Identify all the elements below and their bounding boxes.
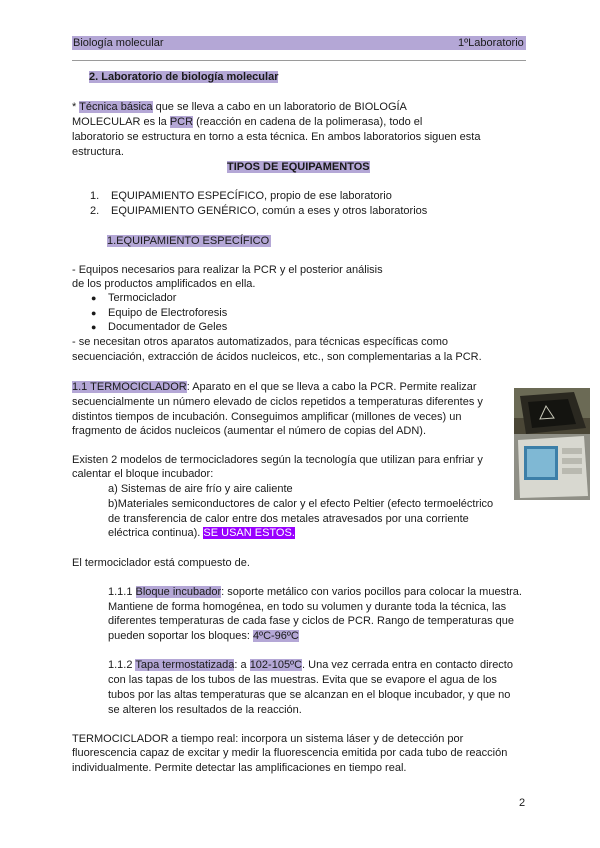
types-list-item <box>90 204 99 219</box>
types-list-item <box>90 189 99 204</box>
block-line-2: Mantiene de forma homogénea, en todo su volumen y durante toda la técnica, las <box>108 601 507 613</box>
highlight-pcr: PCR <box>169 116 194 128</box>
types-heading-text: TIPOS DE EQUIPAMENTOS <box>227 161 370 173</box>
page-number: 2 <box>519 797 526 809</box>
models-option-b-line-1: b)Materiales semiconductores de calor y el efecto Peltier (efecto termoeléctrico <box>108 498 494 510</box>
section-title-text: 2. Laboratorio de biología molecular <box>89 71 279 83</box>
termo-line-2: secuencialmente un número elevado de ciclos repetidos a temperaturas diferentes y <box>72 396 483 408</box>
highlight-tapa-termostatizada: Tapa termostatizada <box>135 659 235 671</box>
specific-line-2: de los productos amplificados en ella. <box>72 278 256 290</box>
lid-number: 1.1.2 <box>108 659 136 671</box>
realtime-line-2: fluorescencia capaz de excitar y medir la fluorescencia emitida por cada tubo de reacción <box>72 747 508 759</box>
realtime-line-3: individualmente. Permite detectar las amplificaciones en tiempo real. <box>72 762 407 774</box>
intro-line-4: estructura. <box>72 146 124 158</box>
intro-line-3: laboratorio se estructura en torno a esta técnica. En ambos laboratorios siguen esta <box>72 131 481 143</box>
termo-line-1 <box>72 380 477 395</box>
types-list-item-text: EQUIPAMIENTO GENÉRICO, común a eses y otros laboratorios <box>111 205 428 217</box>
highlight-bloque-incubador: Bloque incubador <box>135 586 222 598</box>
thermocycler-photo <box>514 388 590 500</box>
bullet-icon: ● <box>91 322 97 332</box>
lid-line-1 <box>108 658 513 673</box>
termo-text: : Aparato en el que se lleva a cabo la PCR. Permite realizar <box>186 381 477 393</box>
intro-text: MOLECULAR es la <box>72 116 170 128</box>
lid-line-2: con las tapas de los tubos de las muestras. Evita que se evapore el agua de los <box>108 674 497 686</box>
termo-line-3: distintos tiempos de incubación. Conseguimos amplificar (millones de veces) un <box>72 411 462 423</box>
highlight-se-usan-estos: SE USAN ESTOS. <box>203 527 295 539</box>
intro-text: (reacción en cadena de la polimerasa), todo el <box>193 116 423 128</box>
block-text: : soporte metálico con varios pocillos para colocar la muestra. <box>221 586 522 598</box>
highlight-tecnica-basica: Técnica básica <box>79 101 153 113</box>
bullet-item: Equipo de Electroforesis <box>108 307 228 319</box>
types-list-item-text: EQUIPAMIENTO ESPECÍFICO, propio de ese laboratorio <box>111 190 392 202</box>
composed-line: El termociclador está compuesto de. <box>72 557 250 569</box>
models-option-b-line-3 <box>108 526 295 541</box>
realtime-line-1: TERMOCICLADOR a tiempo real: incorpora un sistema láser y de detección por <box>72 733 464 745</box>
block-line-4 <box>108 629 299 644</box>
highlight-temperature-range: 4ºC-96ºC <box>252 630 299 642</box>
block-text: pueden soportar los bloques: <box>108 630 253 642</box>
intro-text: que se lleva a cabo en un laboratorio de BIOLOGÍA <box>152 101 407 113</box>
bullet-item: Termociclador <box>108 292 177 304</box>
bullet-icon: ● <box>91 293 97 303</box>
specific-heading-text: 1.EQUIPAMIENTO ESPECÍFICO <box>107 235 270 247</box>
bullet-icon: ● <box>91 308 97 318</box>
block-number: 1.1.1 <box>108 586 136 598</box>
specific-line-4: secuenciación, extracción de ácidos nucleicos, etc., son complementarias a la PCR. <box>72 351 482 363</box>
models-text: eléctrica continua). <box>108 527 204 539</box>
lid-line-3: tubos por las altas temperaturas que se alcanzan en el bloque incubador, y que no <box>108 689 511 701</box>
specific-heading <box>107 234 271 249</box>
bullet-item: Documentador de Geles <box>108 321 228 333</box>
list-number: 1. <box>90 190 100 202</box>
block-line-1 <box>108 585 522 600</box>
intro-line-2 <box>72 115 422 130</box>
list-number: 2. <box>90 205 100 217</box>
models-option-a: a) Sistemas de aire frío y aire caliente <box>108 483 293 495</box>
types-heading <box>227 160 370 175</box>
intro-line-1 <box>72 100 407 115</box>
lid-line-4: se alteren los resultados de la reacción. <box>108 704 302 716</box>
header-lab: 1ºLaboratorio <box>458 37 524 49</box>
lid-text: . Una vez cerrada entra en contacto directo <box>302 659 513 671</box>
models-line-2: calentar el bloque incubador: <box>72 468 214 480</box>
intro-asterisk: * <box>72 101 80 113</box>
highlight-termociclador: 1.1 TERMOCICLADOR <box>72 381 187 393</box>
termo-line-4: fragmento de ácidos nucleicos (aumentar el número de copias del ADN). <box>72 425 427 437</box>
lid-text: : a <box>234 659 250 671</box>
header-subject: Biología molecular <box>73 37 164 49</box>
models-option-b-line-2: de transferencia de calor entre dos metales atravesados por una corriente <box>108 513 469 525</box>
section-title <box>89 70 278 85</box>
models-line-1: Existen 2 modelos de termocicladores según la tecnología que utilizan para enfriar y <box>72 454 483 466</box>
block-line-3: diferentes temperaturas de cada fase y ciclos de PCR. Rango de temperaturas que <box>108 615 515 627</box>
specific-line-3: - se necesitan otros aparatos automatizados, para técnicas específicas como <box>72 336 449 348</box>
header-divider <box>72 60 526 61</box>
specific-line-1: - Equipos necesarios para realizar la PCR y el posterior análisis <box>72 264 383 276</box>
highlight-lid-temperature: 102-105ºC <box>249 659 303 671</box>
